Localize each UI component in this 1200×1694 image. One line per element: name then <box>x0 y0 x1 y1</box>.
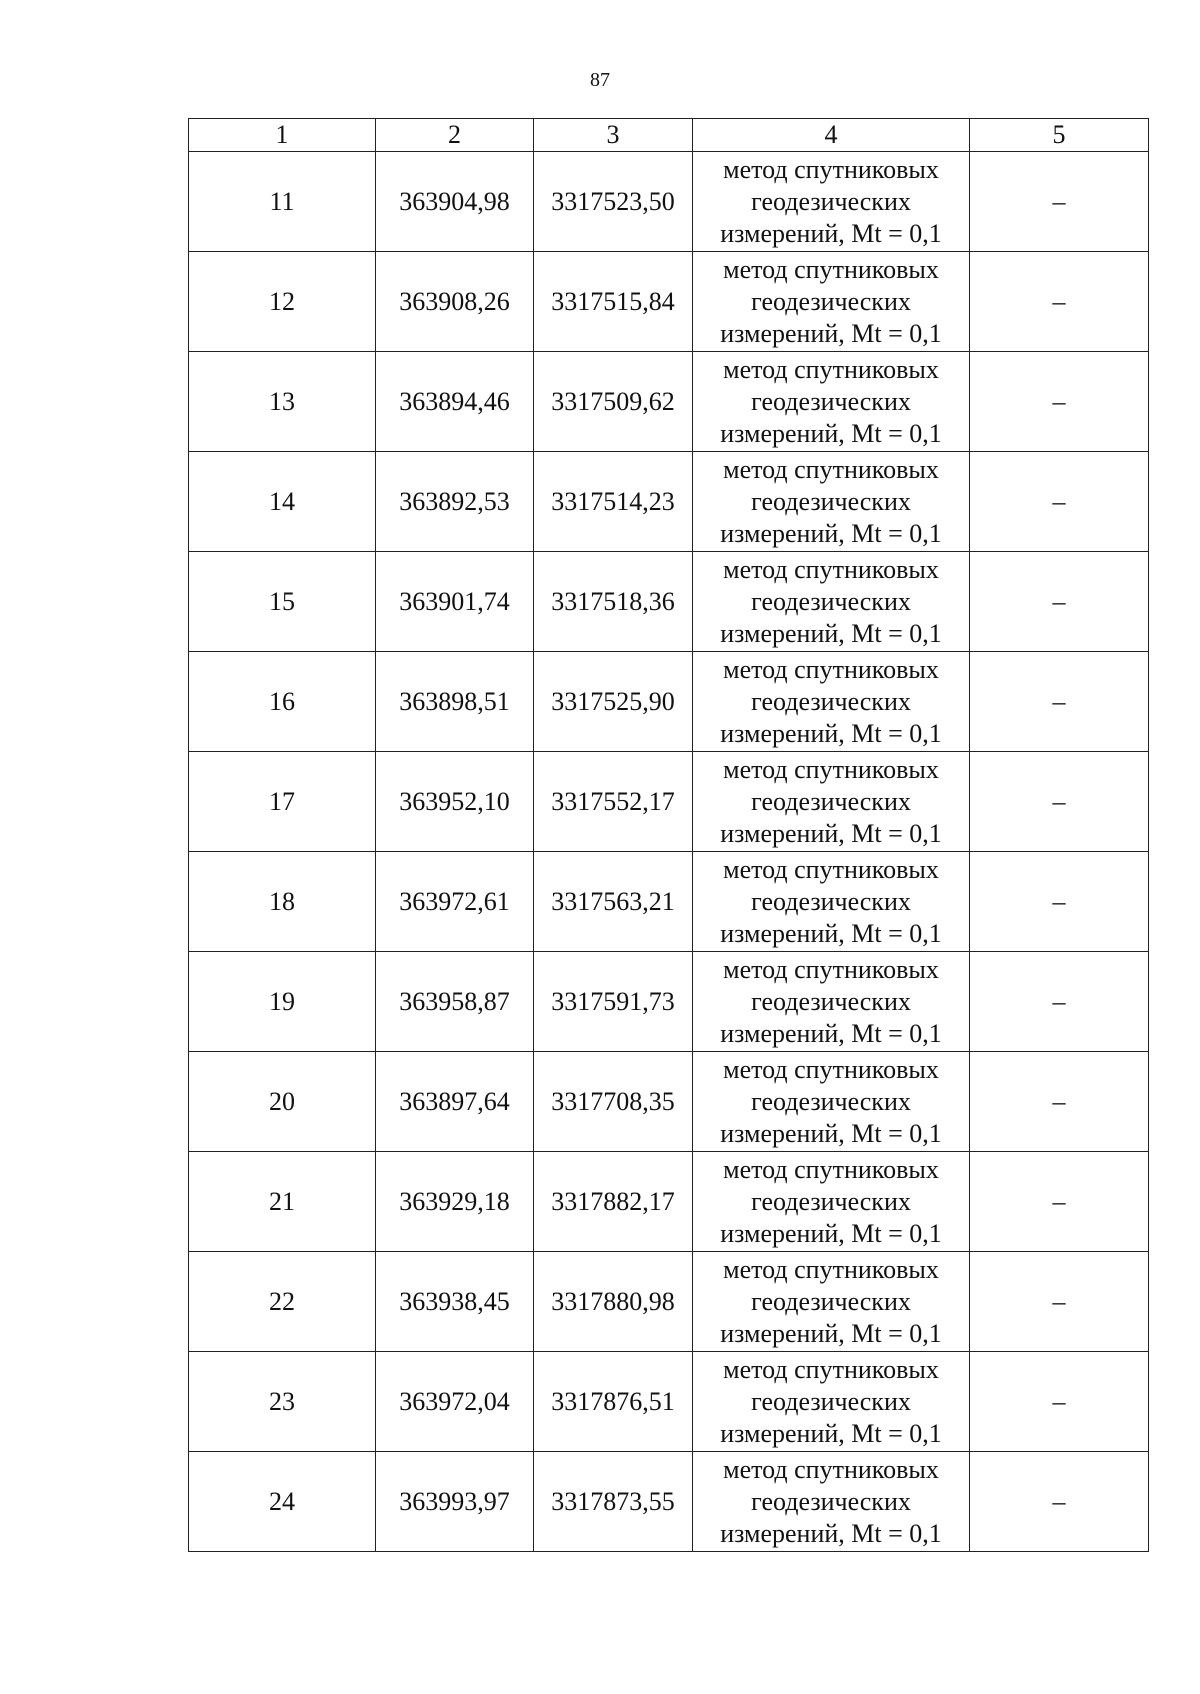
y-coordinate-cell: 3317882,17 <box>534 1152 693 1252</box>
column-5-cell: – <box>970 752 1149 852</box>
y-coordinate-cell: 3317523,50 <box>534 152 693 252</box>
method-cell <box>693 152 970 252</box>
method-line-1: метод спутниковых <box>723 154 939 184</box>
method-line-3: измерений, Mt = 0,1 <box>720 618 942 648</box>
method-line-1: метод спутниковых <box>723 954 939 984</box>
method-line-3: измерений, Mt = 0,1 <box>720 1518 942 1548</box>
method-line-3: измерений, Mt = 0,1 <box>720 1118 942 1148</box>
column-5-cell: – <box>970 552 1149 652</box>
table-row <box>189 652 1149 752</box>
method-cell <box>693 1252 970 1352</box>
method-line-2: геодезических <box>751 1486 911 1516</box>
y-coordinate-cell: 3317708,35 <box>534 1052 693 1152</box>
column-5-cell: – <box>970 352 1149 452</box>
method-line-3: измерений, Mt = 0,1 <box>720 1018 942 1048</box>
method-cell <box>693 352 970 452</box>
method-cell <box>693 1052 970 1152</box>
x-coordinate-cell: 363908,26 <box>376 252 534 352</box>
table-row <box>189 952 1149 1052</box>
header-cell-1: 1 <box>189 119 376 152</box>
y-coordinate-cell: 3317873,55 <box>534 1452 693 1552</box>
header-cell-3: 3 <box>534 119 693 152</box>
method-line-1: метод спутниковых <box>723 254 939 284</box>
method-line-2: геодезических <box>751 1186 911 1216</box>
table-row <box>189 852 1149 952</box>
method-cell <box>693 252 970 352</box>
method-cell <box>693 1352 970 1452</box>
column-5-cell: – <box>970 952 1149 1052</box>
method-cell <box>693 1152 970 1252</box>
x-coordinate-cell: 363897,64 <box>376 1052 534 1152</box>
column-5-cell: – <box>970 652 1149 752</box>
method-line-2: геодезических <box>751 986 911 1016</box>
point-number-cell: 24 <box>189 1452 376 1552</box>
method-line-3: измерений, Mt = 0,1 <box>720 218 942 248</box>
x-coordinate-cell: 363938,45 <box>376 1252 534 1352</box>
y-coordinate-cell: 3317591,73 <box>534 952 693 1052</box>
method-line-2: геодезических <box>751 1086 911 1116</box>
table-row <box>189 252 1149 352</box>
table-row <box>189 752 1149 852</box>
page-number: 87 <box>590 69 610 91</box>
point-number-cell: 11 <box>189 152 376 252</box>
method-line-3: измерений, Mt = 0,1 <box>720 518 942 548</box>
x-coordinate-cell: 363958,87 <box>376 952 534 1052</box>
column-5-cell: – <box>970 852 1149 952</box>
method-line-2: геодезических <box>751 286 911 316</box>
table-row <box>189 352 1149 452</box>
x-coordinate-cell: 363901,74 <box>376 552 534 652</box>
table-body <box>189 119 1149 1552</box>
y-coordinate-cell: 3317515,84 <box>534 252 693 352</box>
column-5-cell: – <box>970 252 1149 352</box>
header-cell-5: 5 <box>970 119 1149 152</box>
column-5-cell: – <box>970 452 1149 552</box>
method-line-3: измерений, Mt = 0,1 <box>720 718 942 748</box>
point-number-cell: 20 <box>189 1052 376 1152</box>
method-line-2: геодезических <box>751 786 911 816</box>
point-number-cell: 18 <box>189 852 376 952</box>
column-5-cell: – <box>970 1052 1149 1152</box>
column-5-cell: – <box>970 1352 1149 1452</box>
table-row <box>189 552 1149 652</box>
point-number-cell: 17 <box>189 752 376 852</box>
table-row <box>189 1452 1149 1552</box>
column-5-cell: – <box>970 1252 1149 1352</box>
point-number-cell: 14 <box>189 452 376 552</box>
point-number-cell: 22 <box>189 1252 376 1352</box>
method-line-2: геодезических <box>751 186 911 216</box>
x-coordinate-cell: 363894,46 <box>376 352 534 452</box>
x-coordinate-cell: 363898,51 <box>376 652 534 752</box>
method-line-3: измерений, Mt = 0,1 <box>720 1418 942 1448</box>
method-cell <box>693 1452 970 1552</box>
x-coordinate-cell: 363904,98 <box>376 152 534 252</box>
method-line-3: измерений, Mt = 0,1 <box>720 418 942 448</box>
table-row <box>189 152 1149 252</box>
y-coordinate-cell: 3317525,90 <box>534 652 693 752</box>
column-5-cell: – <box>970 152 1149 252</box>
x-coordinate-cell: 363972,04 <box>376 1352 534 1452</box>
x-coordinate-cell: 363929,18 <box>376 1152 534 1252</box>
coordinates-table <box>188 118 1149 1552</box>
point-number-cell: 15 <box>189 552 376 652</box>
method-line-3: измерений, Mt = 0,1 <box>720 1318 942 1348</box>
x-coordinate-cell: 363993,97 <box>376 1452 534 1552</box>
method-line-1: метод спутниковых <box>723 1154 939 1184</box>
table-row <box>189 1352 1149 1452</box>
method-line-1: метод спутниковых <box>723 754 939 784</box>
point-number-cell: 19 <box>189 952 376 1052</box>
method-line-3: измерений, Mt = 0,1 <box>720 918 942 948</box>
method-line-1: метод спутниковых <box>723 854 939 884</box>
method-cell <box>693 652 970 752</box>
method-line-1: метод спутниковых <box>723 554 939 584</box>
method-line-1: метод спутниковых <box>723 454 939 484</box>
y-coordinate-cell: 3317552,17 <box>534 752 693 852</box>
method-line-2: геодезических <box>751 886 911 916</box>
y-coordinate-cell: 3317509,62 <box>534 352 693 452</box>
method-line-1: метод спутниковых <box>723 1454 939 1484</box>
method-line-3: измерений, Mt = 0,1 <box>720 318 942 348</box>
point-number-cell: 12 <box>189 252 376 352</box>
table-row <box>189 1052 1149 1152</box>
method-cell <box>693 552 970 652</box>
method-line-2: геодезических <box>751 586 911 616</box>
table-row <box>189 452 1149 552</box>
method-line-1: метод спутниковых <box>723 654 939 684</box>
method-cell <box>693 952 970 1052</box>
method-line-3: измерений, Mt = 0,1 <box>720 1218 942 1248</box>
method-line-1: метод спутниковых <box>723 354 939 384</box>
header-cell-4: 4 <box>693 119 970 152</box>
column-5-cell: – <box>970 1152 1149 1252</box>
y-coordinate-cell: 3317514,23 <box>534 452 693 552</box>
method-cell <box>693 452 970 552</box>
y-coordinate-cell: 3317563,21 <box>534 852 693 952</box>
point-number-cell: 13 <box>189 352 376 452</box>
table-row <box>189 1252 1149 1352</box>
header-cell-2: 2 <box>376 119 534 152</box>
y-coordinate-cell: 3317880,98 <box>534 1252 693 1352</box>
method-line-2: геодезических <box>751 486 911 516</box>
method-line-2: геодезических <box>751 1286 911 1316</box>
method-cell <box>693 852 970 952</box>
method-line-1: метод спутниковых <box>723 1254 939 1284</box>
y-coordinate-cell: 3317876,51 <box>534 1352 693 1452</box>
method-line-1: метод спутниковых <box>723 1354 939 1384</box>
table-row <box>189 1152 1149 1252</box>
method-line-2: геодезических <box>751 1386 911 1416</box>
table-header-row <box>189 119 1149 152</box>
point-number-cell: 21 <box>189 1152 376 1252</box>
y-coordinate-cell: 3317518,36 <box>534 552 693 652</box>
x-coordinate-cell: 363892,53 <box>376 452 534 552</box>
method-line-1: метод спутниковых <box>723 1054 939 1084</box>
point-number-cell: 23 <box>189 1352 376 1452</box>
point-number-cell: 16 <box>189 652 376 752</box>
method-line-2: геодезических <box>751 686 911 716</box>
x-coordinate-cell: 363952,10 <box>376 752 534 852</box>
method-line-2: геодезических <box>751 386 911 416</box>
column-5-cell: – <box>970 1452 1149 1552</box>
method-line-3: измерений, Mt = 0,1 <box>720 818 942 848</box>
method-cell <box>693 752 970 852</box>
x-coordinate-cell: 363972,61 <box>376 852 534 952</box>
